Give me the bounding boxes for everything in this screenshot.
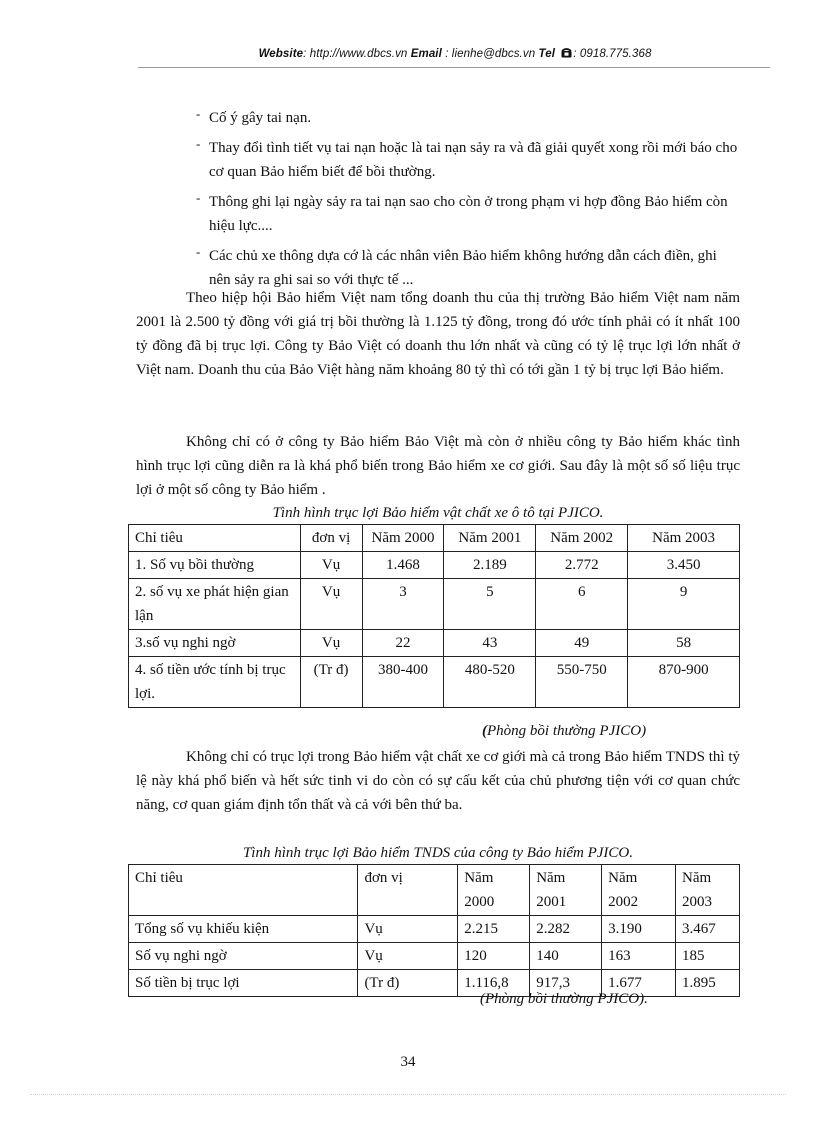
table-cell: 550-750 [536,657,628,708]
table-cell: 1. Số vụ bồi thường [129,552,301,579]
source-text: Phòng bồi thường PJICO) [487,723,647,739]
table-row [129,552,740,579]
footer-divider [30,1094,786,1095]
table-row [129,657,740,708]
list-item: - Các chủ xe thông dựa cớ là các nhân viên Bảo hiểm không hướng dẫn cách điền, ghi nên sảy ra ghi sai so với thực tế ... [196,244,717,288]
table-cell: 49 [536,630,628,657]
table-cell: 1.116,8 [458,970,530,997]
table-cell: 870-900 [628,657,740,708]
header-cell: Năm 2003 [676,865,740,916]
table-cell: Vụ [358,916,458,943]
table-cell: 5 [444,579,536,630]
email-label: Email [410,48,442,60]
table-cell: Số tiền bị trục lợi [129,970,358,997]
email-value: : lienhe@dbcs.vn [441,48,539,60]
paragraph-market-revenue: Theo hiệp hội Bảo hiểm Việt nam tổng doanh thu của thị trường Bảo hiểm Việt nam năm 2001 là 2.500 tỷ đồng với giá trị bồi thường là 1.125 tỷ đồng, trong đó ước tính phải có ít nhất 100 tỷ đồng đã bị trục lợi. Công ty Bảo Việt có doanh thu lớn nhất và cũng có tỷ lệ trục lợi lớn nhất ở Việt nam. Doanh thu của Bảo Việt hàng năm khoảng 80 tỷ thì có tới gần 1 tỷ bị trục lợi Bảo hiểm. [136,290,740,378]
table-cell: 120 [458,943,530,970]
header-cell: đơn vị [358,865,458,916]
header-cell: Năm 2002 [536,525,628,552]
table-header-row [129,865,740,916]
table-cell: Vụ [358,943,458,970]
table-cell: 3.số vụ nghi ngờ [129,630,301,657]
table-cell: 9 [628,579,740,630]
table-cell: 58 [628,630,740,657]
header-cell: đơn vị [300,525,362,552]
table1-caption: Tình hình trục lợi Bảo hiểm vật chất xe ô tô tại PJICO. [272,505,604,521]
website-label: Website [258,48,304,60]
table-cell: 43 [444,630,536,657]
table-cell: 1.677 [602,970,676,997]
header-cell: Năm 2000 [362,525,444,552]
source-open-paren: ( [482,723,487,739]
list-item-text: Thông ghi lại ngày sảy ra tai nạn sao cho còn ở trong phạm vi hợp đồng Bảo hiểm còn hiệu lực.... [209,194,728,234]
bullet-list [196,106,740,298]
table-row [129,579,740,630]
table-cell: 2.189 [444,552,536,579]
list-item-text: Cố ý gây tai nạn. [209,110,312,126]
table-cell: 380-400 [362,657,444,708]
header-cell: Năm 2001 [444,525,536,552]
table-cell: 917,3 [530,970,602,997]
table2-source: (Phòng bồi thường PJICO). [480,991,648,1007]
table-cell: 3.467 [676,916,740,943]
table-cell: (Tr đ) [300,657,362,708]
table-vehicle-fraud [128,524,740,708]
table-cell: 140 [530,943,602,970]
table-cell: 4. số tiền ước tính bị trục lợi. [129,657,301,708]
table-cell: Số vụ nghi ngờ [129,943,358,970]
table-cell: 185 [676,943,740,970]
table-cell: Tổng số vụ khiếu kiện [129,916,358,943]
paragraph-tnds: Không chỉ có trục lợi trong Bảo hiểm vật chất xe cơ giới mà cả trong Bảo hiểm TNDS thì tỷ lệ này khá phổ biến và hết sức tinh vi do còn có sự cấu kết của chủ phương tiện với cơ quan chức năng, cơ quan giám định tổn thất và cả với bên thứ ba. [136,749,740,813]
table-tnds-fraud [128,864,740,997]
table-row [129,943,740,970]
table-cell: 2.282 [530,916,602,943]
list-item: - Cố ý gây tai nạn. [196,106,312,126]
table-row [129,970,740,997]
table1-source [482,721,646,741]
table-cell: Vụ [300,579,362,630]
page-number: 34 [400,1054,416,1070]
table-cell: Vụ [300,630,362,657]
table-cell: Vụ [300,552,362,579]
table2-caption: Tình hình trục lợi Bảo hiểm TNDS của công ty Bảo hiểm PJICO. [242,845,634,861]
table-cell: 2.772 [536,552,628,579]
table-row [129,630,740,657]
list-item-text: Các chủ xe thông dựa cớ là các nhân viên Bảo hiểm không hướng dẫn cách điền, ghi nên sảy ra ghi sai so với thực tế ... [209,248,717,288]
table-cell: 2. số vụ xe phát hiện gian lận [129,579,301,630]
list-item: - Thông ghi lại ngày sảy ra tai nạn sao cho còn ở trong phạm vi hợp đồng Bảo hiểm còn hiệu lực.... [196,190,728,234]
paragraph-other-companies: Không chỉ có ở công ty Bảo hiểm Bảo Việt mà còn ở nhiều công ty Bảo hiểm khác tình hình trục lợi cũng diễn ra là khá phổ biến trong Bảo hiểm xe cơ giới. Sau đây là một số số liệu trục lợi ở một số công ty Bảo hiểm . [136,434,740,498]
table-cell: 6 [536,579,628,630]
table-row [129,916,740,943]
table-cell: 3.450 [628,552,740,579]
header-cell: Chỉ tiêu [129,525,301,552]
table-cell: 22 [362,630,444,657]
table-cell: 163 [602,943,676,970]
list-item-text: Thay đổi tình tiết vụ tai nạn hoặc là tai nạn sảy ra và đã giải quyết xong rồi mới báo cho cơ quan Bảo hiểm biết để bồi thường. [209,140,738,180]
website-value: : http://www.dbcs.vn [303,48,411,60]
table-header-row [129,525,740,552]
list-item: - Thay đổi tình tiết vụ tai nạn hoặc là tai nạn sảy ra và đã giải quyết xong rồi mới báo cho cơ quan Bảo hiểm biết để bồi thường. [196,136,738,180]
table-cell: 2.215 [458,916,530,943]
table-cell: 3 [362,579,444,630]
telephone-icon [561,48,572,58]
table-cell: 1.895 [676,970,740,997]
header-cell: Năm 2000 [458,865,530,916]
header-cell: Năm 2003 [628,525,740,552]
table-cell: (Tr đ) [358,970,458,997]
page-header [140,48,770,60]
tel-label: Tel [538,48,555,60]
header-cell: Năm 2001 [530,865,602,916]
header-divider [138,67,770,68]
header-cell: Chỉ tiêu [129,865,358,916]
table-cell: 480-520 [444,657,536,708]
tel-value: : 0918.775.368 [573,48,652,60]
table-cell: 3.190 [602,916,676,943]
header-cell: Năm 2002 [602,865,676,916]
table-cell: 1.468 [362,552,444,579]
